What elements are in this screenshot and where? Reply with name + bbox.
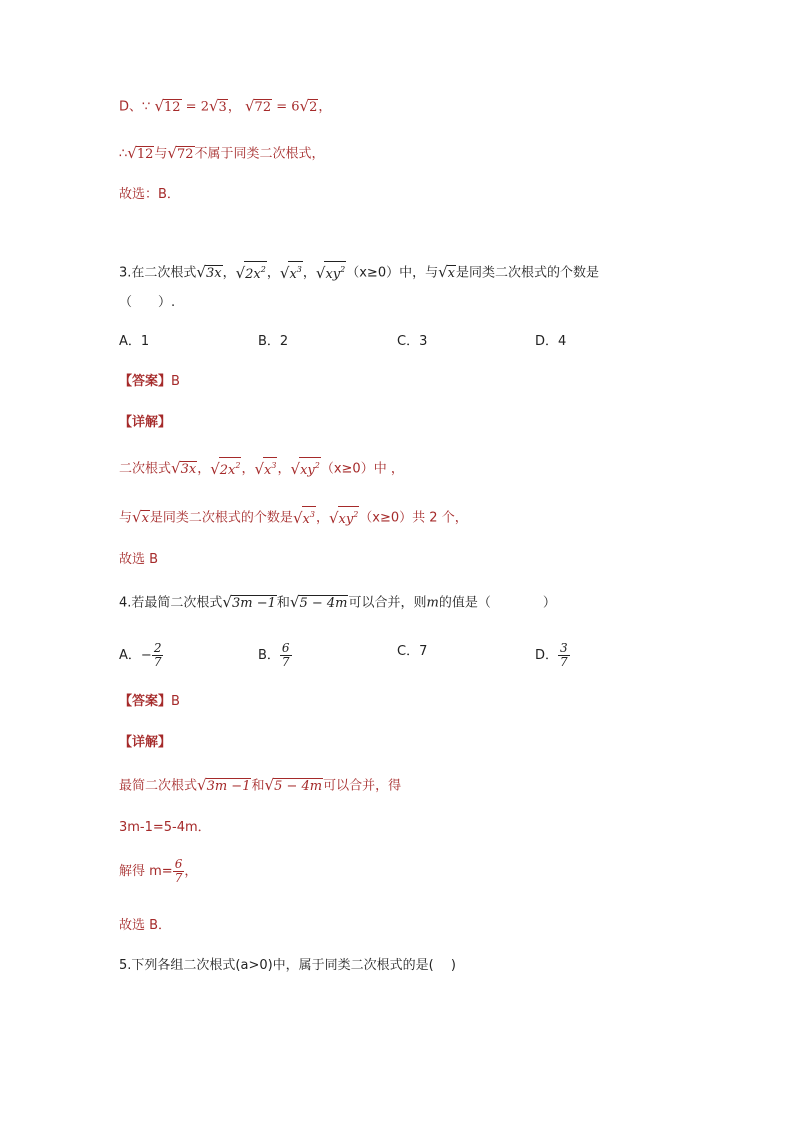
sqrt-2: √2 (299, 97, 318, 115)
therefore-symbol: ∴ (119, 146, 128, 162)
option-d[interactable]: D． $\frac{3}{7}$ (535, 641, 568, 669)
sqrt-xy2: $√xy^2$ (291, 457, 321, 481)
detail-4-line-2: 3m-1=5-4m． (119, 820, 211, 835)
question-4-options (119, 636, 679, 672)
sqrt-xy2: $√xy^2$ (316, 261, 346, 285)
option-b[interactable]: B． $\frac{6}{7}$ (258, 641, 290, 669)
solution-d-line: D、∵ √12 = 2√3， √72 = 6√2， (119, 96, 331, 118)
sqrt-x: √x (132, 508, 149, 526)
sqrt-3m-1: √3m −1 (197, 776, 251, 794)
option-c[interactable]: C．7 (397, 644, 428, 659)
detail-4-line-3: 解得 m= $\frac{6}{7}$ ， (119, 857, 198, 885)
sqrt-xy2: $√xy^2$ (329, 506, 359, 530)
sqrt-3: √3 (208, 97, 227, 115)
question-3-options (119, 332, 679, 354)
detail-3-line-2: 与√x是同类二次根式的个数是$√x^3$，$√xy^2(x\ge 0)$共 2 个， (119, 506, 468, 528)
detail-4-line-4: 故选 B． (119, 918, 172, 933)
sqrt-x: √x (438, 263, 455, 281)
answer-3 (119, 372, 180, 394)
sqrt-72: √72 (244, 97, 272, 115)
sqrt-x3: $√x^3$ (254, 457, 277, 481)
answer-value: B (171, 694, 180, 709)
detail-label-4: 【详解】 (119, 735, 172, 750)
sqrt-x3: $√x^3$ (280, 261, 303, 285)
sqrt-5-4m: √5 − 4m (264, 776, 323, 794)
sqrt-5-4m: √5 − 4m (289, 593, 348, 611)
detail-label-3: 【详解】 (119, 415, 172, 430)
option-a[interactable]: A．− $\frac{2}{7}$ (119, 641, 162, 669)
sqrt-2x2: $√2x^2$ (236, 261, 267, 285)
answer-4 (119, 692, 180, 714)
sqrt-72: √72 (167, 144, 194, 162)
therefore-line: ∴√12与√72不属于同类二次根式， (119, 143, 325, 165)
answer-value: B (171, 374, 180, 389)
question-4: 4.若最简二次根式√3m −1和√5 − 4m可以合并，则m的值是（ ） (119, 592, 556, 614)
sqrt-2x2: $√2x^2$ (210, 457, 241, 481)
detail-3-line-1: 二次根式√3x，$√2x^2$，$√x^3$，$√xy^2(x\ge 0)$中 ， (119, 457, 404, 479)
option-label: D、 (119, 99, 143, 115)
question-3-paren: （ ）. (119, 295, 176, 310)
sqrt-12: √12 (127, 144, 154, 162)
detail-4-line-1: 最简二次根式√3m −1和√5 − 4m可以合并，得 (119, 775, 401, 797)
sqrt-3m-1: √3m −1 (222, 593, 276, 611)
sqrt-x3: $√x^3$ (293, 506, 316, 530)
detail-3-line-3: 故选 B (119, 552, 159, 567)
answer-label: 【答案】 (119, 374, 172, 389)
sqrt-3x: √3x (196, 263, 222, 281)
option-c[interactable]: C．3 (397, 334, 428, 349)
question-3: 3.在二次根式√3x，$√2x^2$，$√x^3$，$√xy^2(x\ge 0)$中，与√x是同类二次根式的个数是 (119, 261, 599, 283)
option-d[interactable]: D．4 (535, 334, 567, 349)
since-symbol: ∵ (142, 99, 151, 115)
sqrt-12: √12 (154, 97, 181, 115)
option-a[interactable]: A．1 (119, 334, 150, 349)
sqrt-3x: √3x (171, 459, 197, 477)
answer-label: 【答案】 (119, 694, 172, 709)
choose-line: 故选：B． (119, 187, 180, 202)
question-5: 5.下列各组二次根式(a>0)中，属于同类二次根式的是( ) (119, 958, 456, 973)
option-b[interactable]: B．2 (258, 334, 289, 349)
